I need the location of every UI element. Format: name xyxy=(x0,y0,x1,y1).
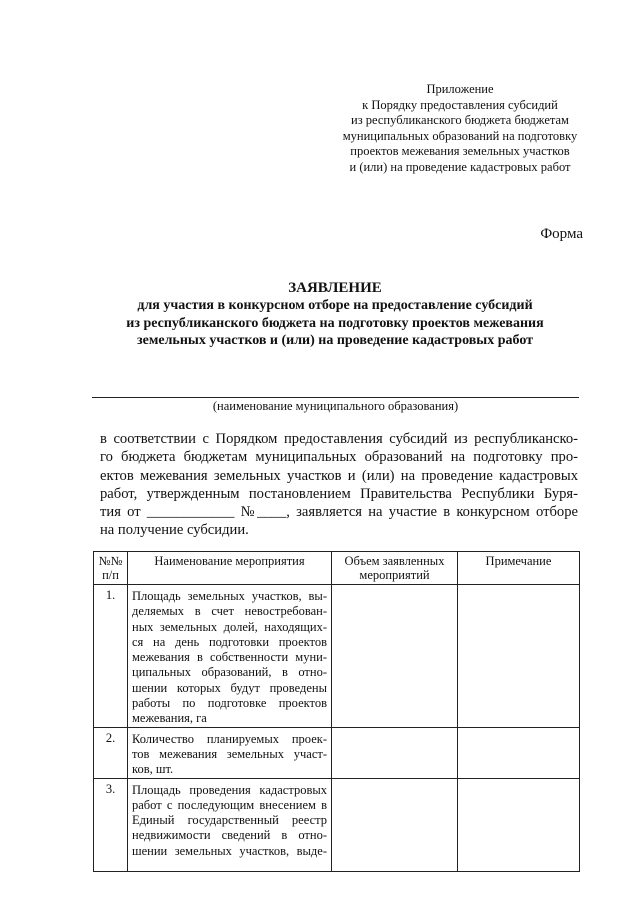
row-note-cell[interactable] xyxy=(458,585,580,728)
title-main: ЗАЯВЛЕНИЕ xyxy=(288,280,382,296)
row-name-line: ков, шт. xyxy=(132,762,174,777)
body-line: ектов межевания земельных участков и (или) на проведение кадастровых xyxy=(100,467,578,484)
row-name-line: шении земельных участков, выде- xyxy=(132,843,327,858)
activities-table xyxy=(93,551,580,872)
row-note-cell[interactable] xyxy=(458,778,580,871)
row-name-line: ных земельных долей, находящих- xyxy=(132,619,327,634)
row-name-line: Площадь проведения кадастровых xyxy=(132,782,327,797)
header-note: Примечание xyxy=(458,552,580,585)
row-name-line: работ с последующим внесением в xyxy=(132,797,327,812)
row-note-cell[interactable] xyxy=(458,727,580,778)
application-body xyxy=(100,430,578,540)
row-name xyxy=(128,778,332,871)
row-name xyxy=(128,727,332,778)
municipality-caption: (наименование муниципального образования) xyxy=(212,399,459,413)
row-name-line: ципальных образований, в отно- xyxy=(132,665,327,680)
body-line: на получение субсидии. xyxy=(100,522,249,539)
row-name-line: работы по подготовке проектов xyxy=(132,696,327,711)
appendix-line: муниципальных образований на подготовку xyxy=(342,128,578,143)
row-number: 3. xyxy=(94,778,128,871)
appendix-line: к Порядку предоставления субсидий xyxy=(362,97,558,112)
title-line: для участия в конкурсном отборе на предоставление субсидий xyxy=(137,298,533,313)
header-num: №№ п/п xyxy=(94,552,128,585)
row-name-line: шении которых будут проведены xyxy=(132,680,327,695)
row-name-line: межевания в собственности муни- xyxy=(132,650,327,665)
row-name-line: деляемых в счет невостребован- xyxy=(132,604,327,619)
form-label: Форма xyxy=(540,226,583,242)
row-name-line: Количество планируемых проек- xyxy=(132,731,327,746)
appendix-line: проектов межевания земельных участков xyxy=(350,144,570,159)
row-name-clip xyxy=(132,783,327,871)
table-row xyxy=(94,585,580,728)
body-line: го бюджета бюджетам муниципальных образований на подготовку про- xyxy=(100,449,578,466)
row-name-line: ся на день подготовки проектов xyxy=(132,634,327,649)
row-name-line: недвижимости сведений в отно- xyxy=(132,828,327,843)
row-name-line: тов межевания земельных участ- xyxy=(132,746,327,761)
row-volume-cell[interactable] xyxy=(332,727,458,778)
table-row xyxy=(94,727,580,778)
header-volume: Объем заявленных мероприятий xyxy=(332,552,458,585)
table-row xyxy=(94,778,580,871)
row-name-line: межевания, га xyxy=(132,711,207,726)
row-volume-cell[interactable] xyxy=(332,778,458,871)
body-line: работ, утвержденным постановлением Правительства Республики Буря- xyxy=(100,485,578,502)
row-name xyxy=(128,585,332,728)
appendix-block xyxy=(330,82,590,176)
body-line: в соответствии с Порядком предоставления субсидий из республиканско- xyxy=(100,431,578,447)
appendix-line: из республиканского бюджета бюджетам xyxy=(351,113,569,128)
row-volume-cell[interactable] xyxy=(332,585,458,728)
table-header-row xyxy=(94,552,580,585)
title-line: земельных участков и (или) на проведение кадастровых работ xyxy=(136,333,534,348)
document-title xyxy=(60,279,610,350)
appendix-line: Приложение xyxy=(426,82,494,96)
appendix-line: и (или) на проведение кадастровых работ xyxy=(349,159,571,174)
row-name-line: Площадь земельных участков, вы- xyxy=(132,589,327,603)
header-name: Наименование мероприятия xyxy=(128,552,332,585)
body-line: тия от ____________ №____, заявляется на участие в конкурсном отборе xyxy=(100,504,578,521)
row-number: 1. xyxy=(94,585,128,728)
municipality-name-line xyxy=(92,397,579,398)
title-line: из республиканского бюджета на подготовку проектов межевания xyxy=(126,315,544,331)
row-number: 2. xyxy=(94,727,128,778)
row-name-line: Единый государственный реестр xyxy=(132,813,327,828)
